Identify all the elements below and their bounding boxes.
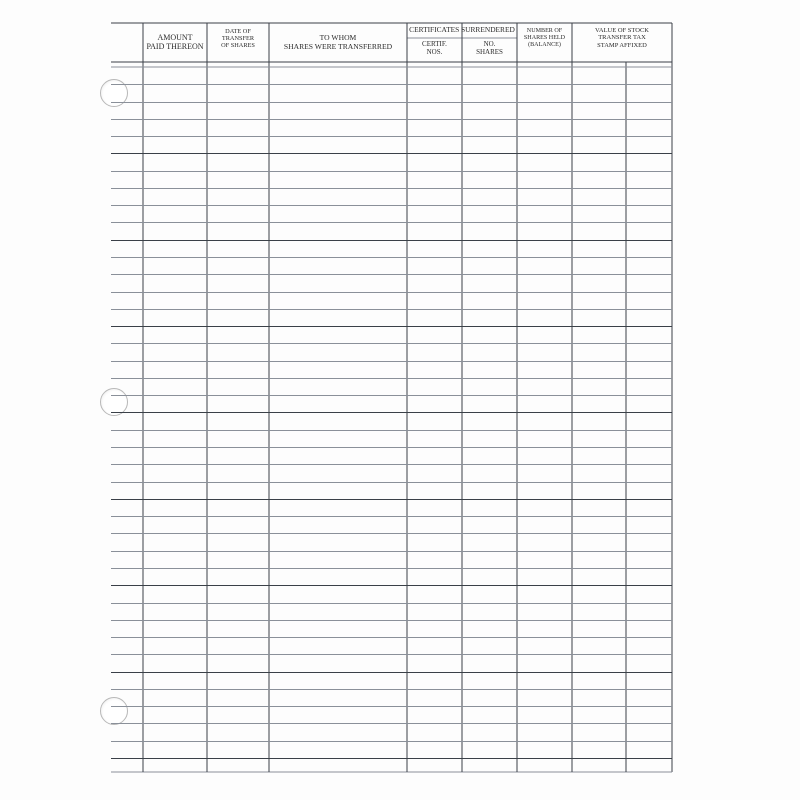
header-value-of-stock-transfer-tax: VALUE OF STOCK TRANSFER TAX STAMP AFFIXED	[595, 27, 649, 49]
header-no-shares: NO. SHARES	[476, 40, 503, 57]
header-certif-nos: CERTIF. NOS.	[422, 40, 447, 57]
header-certificates-surrendered: CERTIFICATES SURRENDERED	[409, 25, 515, 34]
header-date-of-transfer: DATE OF TRANSFER OF SHARES	[221, 28, 255, 50]
header-amount-paid-thereon: AMOUNT PAID THEREON	[146, 33, 204, 52]
header-number-of-shares-held: NUMBER OF SHARES HELD (BALANCE)	[523, 28, 566, 48]
header-to-whom-transferred: TO WHOM SHARES WERE TRANSFERRED	[283, 33, 393, 51]
